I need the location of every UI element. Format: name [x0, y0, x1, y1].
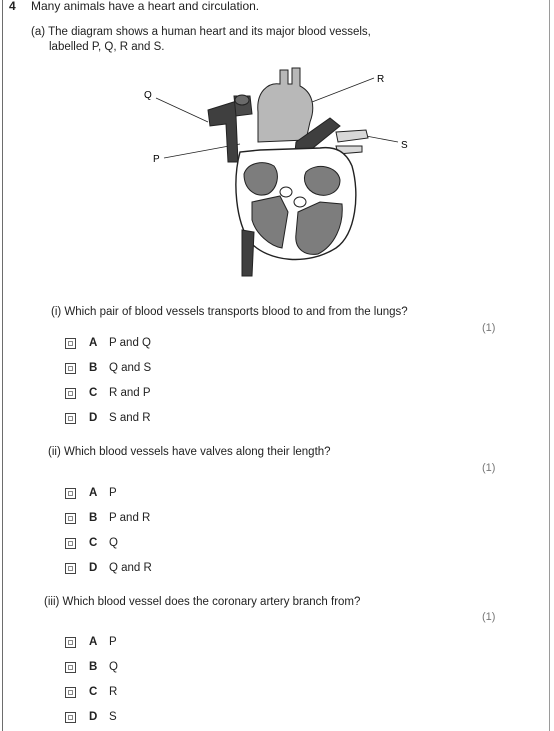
- checkbox[interactable]: [65, 388, 76, 399]
- heart-diagram: [140, 62, 420, 282]
- checkbox[interactable]: [65, 687, 76, 698]
- vessel-opening: [235, 95, 249, 105]
- option-text: P: [109, 487, 117, 499]
- option-ii-a[interactable]: [65, 486, 117, 500]
- option-text: Q and R: [109, 562, 152, 574]
- subquestion-i-label: (i): [51, 306, 62, 318]
- part-a-line2: labelled P, Q, R and S.: [49, 41, 165, 53]
- page-border-right: [549, 0, 550, 731]
- subquestion-i-text: Which pair of blood vessels transports blood to and from the lungs?: [64, 306, 408, 318]
- marks-i: (1): [482, 322, 496, 334]
- checkbox[interactable]: [65, 563, 76, 574]
- subquestion-iii-text: Which blood vessel does the coronary artery branch from?: [62, 596, 361, 608]
- option-ii-c[interactable]: [65, 536, 118, 550]
- option-text: S and R: [109, 412, 151, 424]
- subquestion-iii-label: (iii): [44, 596, 60, 608]
- part-a-line1: The diagram shows a human heart and its major blood vessels,: [48, 26, 371, 38]
- page-border-left: [2, 0, 3, 731]
- option-iii-c[interactable]: [65, 685, 117, 699]
- option-iii-b[interactable]: [65, 660, 118, 674]
- aorta: [258, 68, 313, 142]
- option-text: Q: [109, 537, 118, 549]
- label-line-q: [156, 98, 208, 122]
- checkbox[interactable]: [65, 662, 76, 673]
- option-text: R: [109, 686, 118, 698]
- option-letter: A: [89, 337, 98, 349]
- label-s: S: [401, 140, 408, 151]
- subquestion-ii-text: Which blood vessels have valves along their length?: [63, 446, 331, 458]
- option-text: R and P: [109, 387, 151, 399]
- checkbox[interactable]: [65, 538, 76, 549]
- part-a-label: (a): [31, 26, 46, 38]
- marks-ii: (1): [482, 462, 496, 474]
- option-i-c[interactable]: [65, 386, 151, 400]
- valve: [280, 187, 292, 197]
- subquestion-ii: [48, 446, 331, 458]
- option-letter: A: [89, 636, 98, 648]
- option-letter: C: [89, 387, 98, 399]
- option-letter: C: [89, 686, 98, 698]
- option-letter: B: [89, 362, 98, 374]
- marks-iii: (1): [482, 611, 496, 623]
- option-letter: C: [89, 537, 98, 549]
- question-number: 4: [9, 0, 16, 13]
- option-text: Q and S: [109, 362, 152, 374]
- option-text: P and R: [109, 512, 151, 524]
- option-i-b[interactable]: [65, 361, 151, 375]
- label-q: Q: [144, 90, 152, 101]
- option-letter: D: [89, 562, 98, 574]
- option-ii-b[interactable]: [65, 511, 150, 525]
- option-letter: D: [89, 711, 98, 723]
- checkbox[interactable]: [65, 712, 76, 723]
- checkbox[interactable]: [65, 637, 76, 648]
- checkbox[interactable]: [65, 338, 76, 349]
- label-line-s: [366, 136, 398, 142]
- option-iii-a[interactable]: [65, 635, 117, 649]
- subquestion-i: [51, 306, 408, 318]
- option-iii-d[interactable]: [65, 710, 117, 724]
- checkbox[interactable]: [65, 488, 76, 499]
- label-line-r: [312, 78, 374, 102]
- checkbox[interactable]: [65, 413, 76, 424]
- subquestion-iii: [44, 596, 360, 608]
- label-p: P: [153, 154, 160, 165]
- part-a-intro: [31, 25, 411, 55]
- option-letter: B: [89, 661, 98, 673]
- option-text: S: [109, 711, 117, 723]
- question-stem: Many animals have a heart and circulation.: [31, 0, 260, 13]
- pulmonary-vein-s: [336, 130, 368, 142]
- option-text: Q: [109, 661, 118, 673]
- subquestion-ii-label: (ii): [48, 446, 61, 458]
- checkbox[interactable]: [65, 513, 76, 524]
- valve: [294, 197, 306, 207]
- option-text: P: [109, 636, 117, 648]
- option-ii-d[interactable]: [65, 561, 152, 575]
- option-letter: B: [89, 512, 98, 524]
- option-i-a[interactable]: [65, 336, 151, 350]
- option-text: P and Q: [109, 337, 151, 349]
- option-letter: D: [89, 412, 98, 424]
- option-letter: A: [89, 487, 98, 499]
- option-i-d[interactable]: [65, 411, 151, 425]
- checkbox[interactable]: [65, 363, 76, 374]
- inferior-vena-cava: [242, 230, 254, 276]
- label-r: R: [377, 74, 385, 85]
